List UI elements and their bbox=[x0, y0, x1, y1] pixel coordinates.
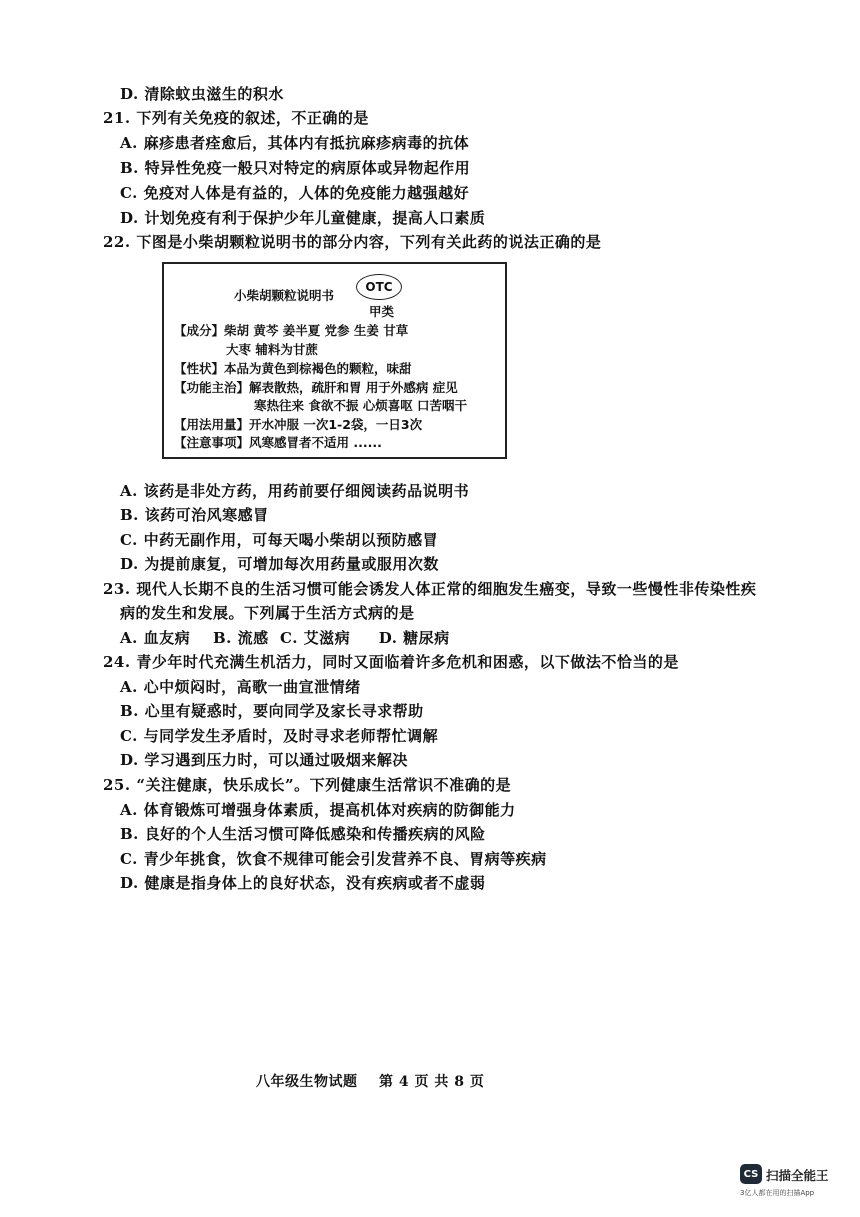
leaflet-ingredients-line2: 大枣 辅料为甘蔗 bbox=[226, 342, 318, 357]
q25-option-d: D. 健康是指身体上的良好状态，没有疾病或者不虚弱 bbox=[120, 874, 486, 892]
q22-option-c: C. 中药无副作用，可每天喝小柴胡以预防感冒 bbox=[120, 531, 439, 549]
medicine-leaflet-box bbox=[162, 262, 507, 459]
q20-option-d: D. 清除蚊虫滋生的积水 bbox=[120, 85, 284, 103]
q25-option-c: C. 青少年挑食，饮食不规律可能会引发营养不良、胃病等疾病 bbox=[120, 850, 547, 868]
leaflet-function-line2: 寒热往来 食欲不振 心烦喜呕 口苦咽干 bbox=[254, 398, 468, 413]
q22-option-b: B. 该药可治风寒感冒 bbox=[120, 506, 269, 524]
q24-option-c: C. 与同学发生矛盾时，及时寻求老师帮忙调解 bbox=[120, 727, 439, 745]
q24-option-a: A. 心中烦闷时，高歌一曲宣泄情绪 bbox=[120, 678, 361, 696]
camscanner-logo-icon: CS bbox=[740, 1164, 762, 1184]
q23-stem-line1: 23. 现代人长期不良的生活习惯可能会诱发人体正常的细胞发生癌变，导致一些慢性非传染性疾 bbox=[103, 580, 757, 598]
q24-option-b: B. 心里有疑惑时，要向同学及家长寻求帮助 bbox=[120, 702, 424, 720]
leaflet-ingredients-line1: 【成分】柴胡 黄芩 姜半夏 党参 生姜 甘草 bbox=[174, 323, 409, 338]
q21-option-a: A. 麻疹患者痊愈后，其体内有抵抗麻疹病毒的抗体 bbox=[120, 134, 470, 152]
q21-stem: 21. 下列有关免疫的叙述，不正确的是 bbox=[103, 109, 369, 127]
otc-badge: OTC bbox=[356, 274, 402, 300]
q24-option-d: D. 学习遇到压力时，可以通过吸烟来解决 bbox=[120, 751, 408, 769]
q21-option-b: B. 特异性免疫一般只对特定的病原体或异物起作用 bbox=[120, 159, 471, 177]
leaflet-class: 甲类 bbox=[369, 304, 395, 319]
q22-stem: 22. 下图是小柴胡颗粒说明书的部分内容，下列有关此药的说法正确的是 bbox=[103, 233, 602, 251]
q25-option-b: B. 良好的个人生活习惯可降低感染和传播疾病的风险 bbox=[120, 825, 486, 843]
q23-options: A. 血友病 B. 流感 C. 艾滋病 D. 糖尿病 bbox=[120, 629, 450, 647]
leaflet-function-line1: 【功能主治】解表散热，疏肝和胃 用于外感病 症见 bbox=[174, 380, 458, 395]
watermark-tagline: 3亿人都在用的扫描App bbox=[740, 1189, 815, 1197]
q25-option-a: A. 体育锻炼可增强身体素质，提高机体对疾病的防御能力 bbox=[120, 801, 516, 819]
watermark-app-name: 扫描全能王 bbox=[766, 1168, 829, 1183]
leaflet-caution: 【注意事项】风寒感冒者不适用 ...... bbox=[174, 435, 382, 450]
leaflet-title: 小柴胡颗粒说明书 bbox=[234, 288, 335, 303]
q21-option-d: D. 计划免疫有利于保护少年儿童健康，提高人口素质 bbox=[120, 209, 486, 227]
q23-stem-line2: 病的发生和发展。下列属于生活方式病的是 bbox=[120, 604, 415, 622]
q25-stem: 25. “关注健康，快乐成长”。下列健康生活常识不准确的是 bbox=[103, 776, 512, 794]
q22-option-d: D. 为提前康复，可增加每次用药量或服用次数 bbox=[120, 555, 439, 573]
leaflet-dosage: 【用法用量】开水冲服 一次1-2袋，一日3次 bbox=[174, 417, 423, 432]
q21-option-c: C. 免疫对人体是有益的，人体的免疫能力越强越好 bbox=[120, 184, 470, 202]
scanner-watermark bbox=[740, 1162, 848, 1204]
page-footer: 八年级生物试题 第 4 页 共 8 页 bbox=[256, 1074, 485, 1090]
q22-option-a: A. 该药是非处方药，用药前要仔细阅读药品说明书 bbox=[120, 482, 470, 500]
leaflet-property: 【性状】本品为黄色到棕褐色的颗粒，味甜 bbox=[174, 361, 412, 376]
q24-stem: 24. 青少年时代充满生机活力，同时又面临着许多危机和困惑，以下做法不恰当的是 bbox=[103, 653, 679, 671]
